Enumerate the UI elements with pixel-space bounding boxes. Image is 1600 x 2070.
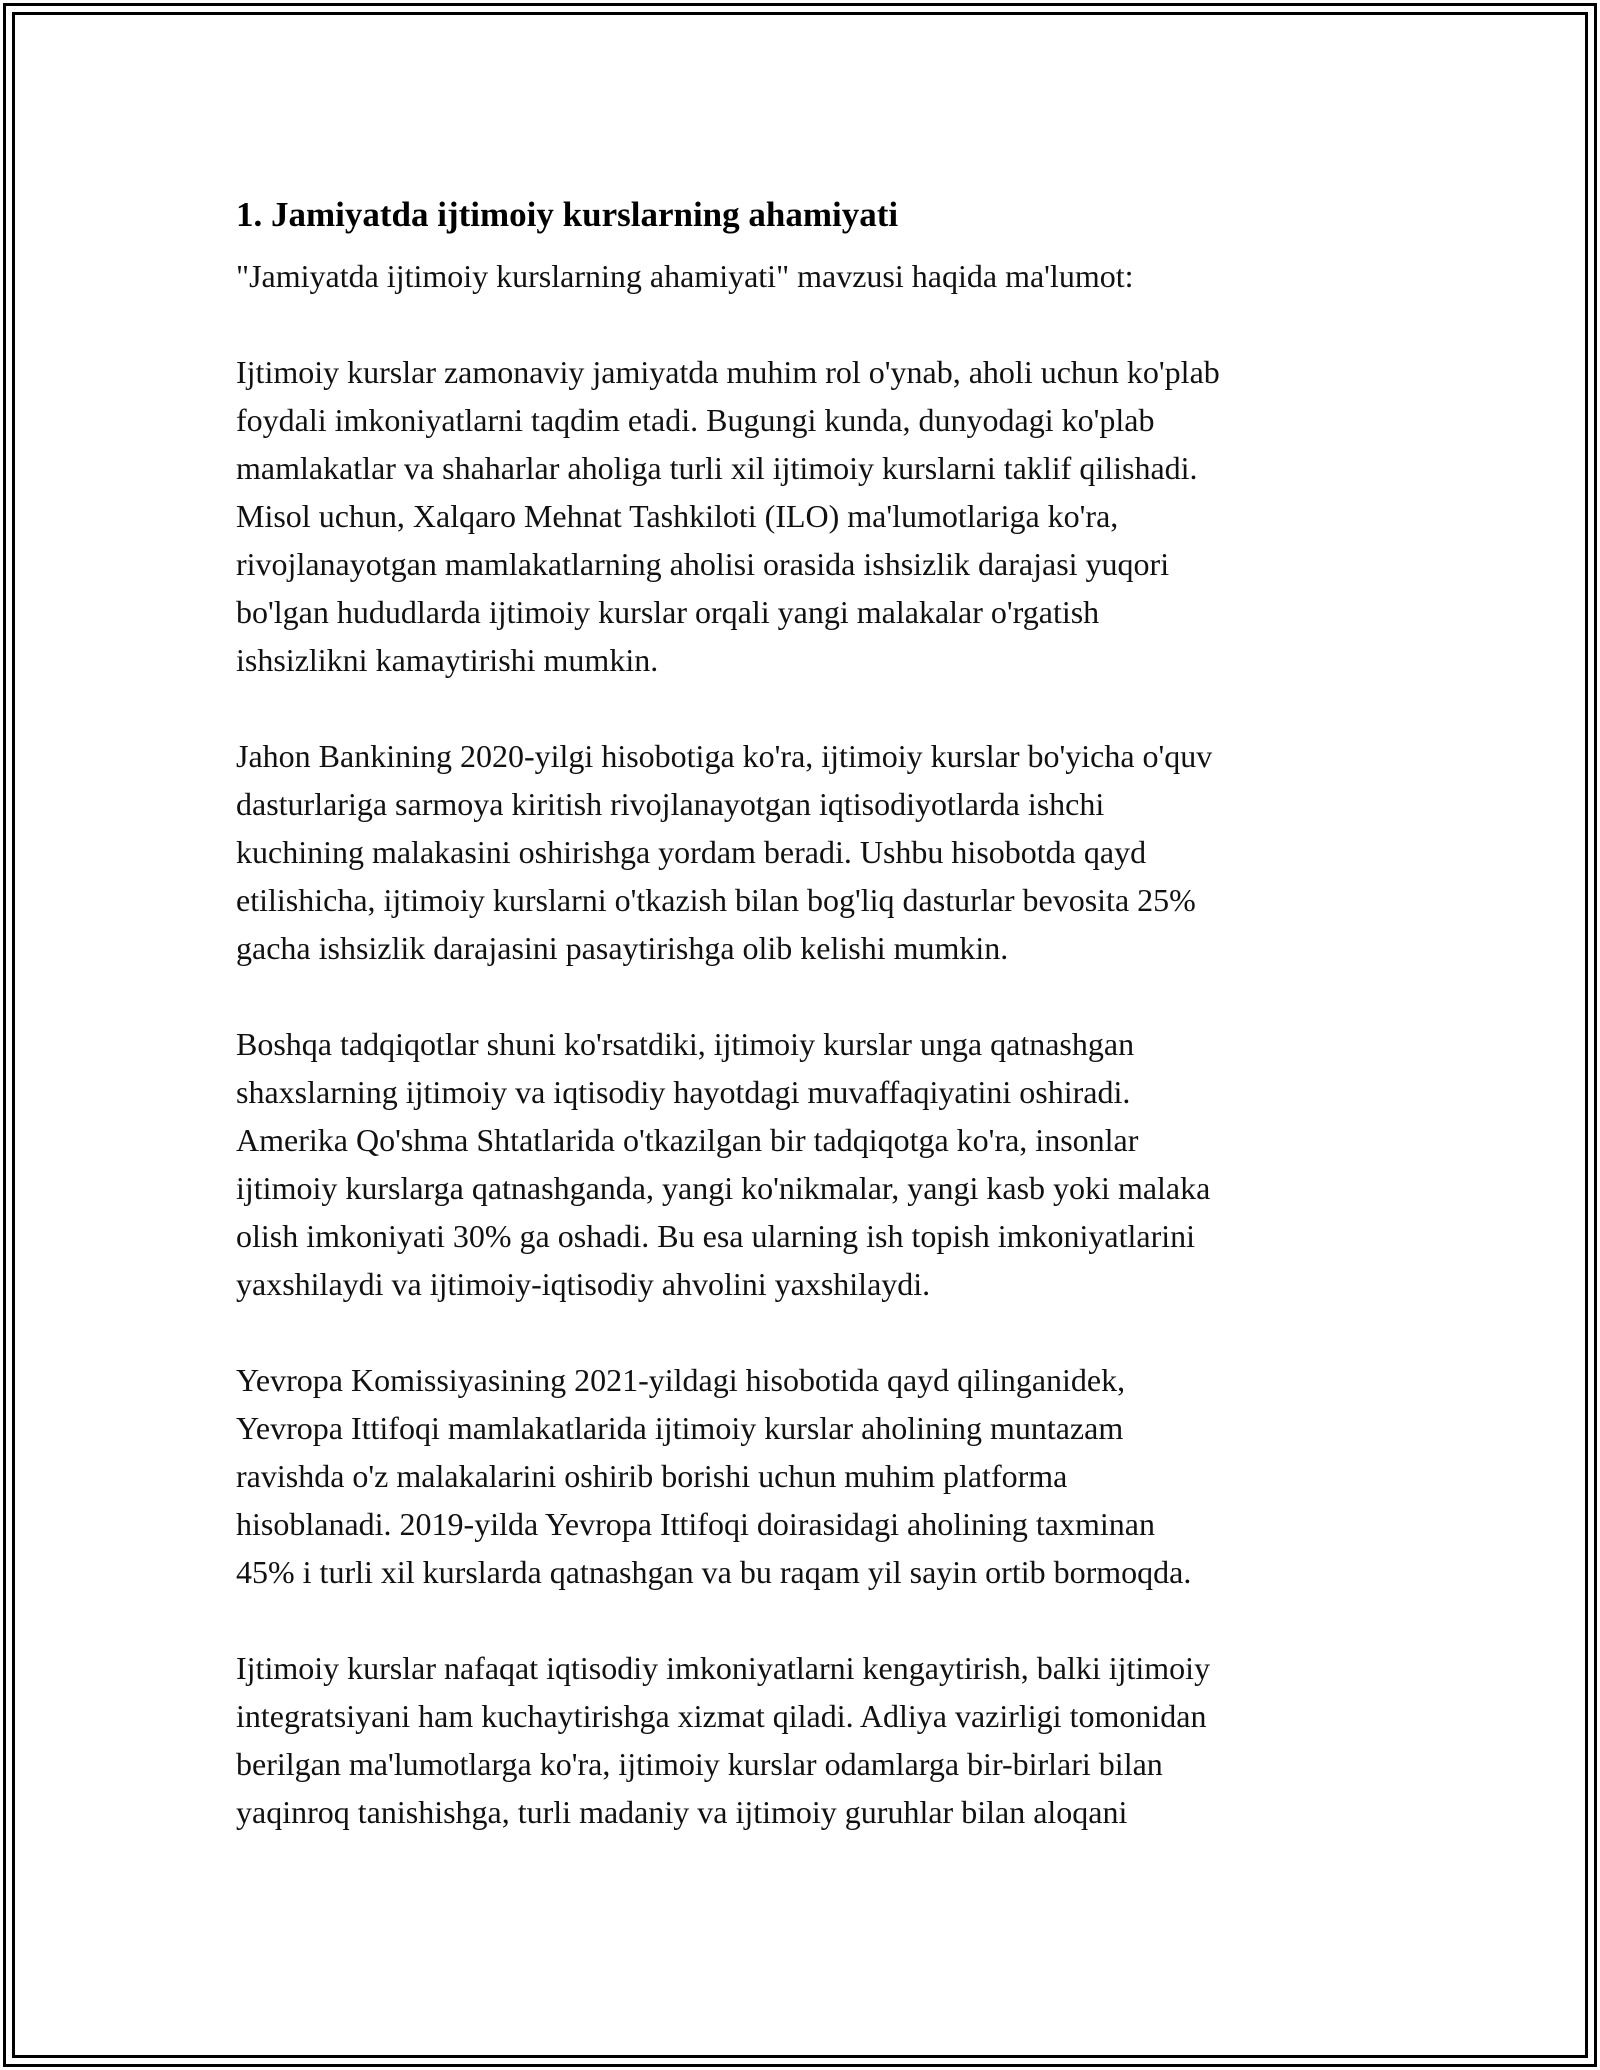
paragraph-1: Ijtimoiy kurslar zamonaviy jamiyatda muhim rol o'ynab, aholi uchun ko'plab foydali imkoniyatlarni taqdim etadi. Bugungi kunda, dunyodagi ko'plab mamlakatlar va shaharlar aholiga turli xil ijtimoiy kurslarni taklif qilishadi. Misol uchun, Xalqaro Mehnat Tashkiloti (ILO) ma'lumotlariga ko'ra, rivojlanayotgan mamlakatlarning aholisi orasida ishsizlik darajasi yuqori bo'lgan hududlarda ijtimoiy kurslar orqali yangi malakalar o'rgatish ishsizlikni kamaytirishi mumkin. <box>236 354 1220 678</box>
document-body <box>236 180 1376 1884</box>
intro-paragraph: "Jamiyatda ijtimoiy kurslarning ahamiyati" mavzusi haqida ma'lumot: <box>236 258 1134 294</box>
section-heading: 1. Jamiyatda ijtimoiy kurslarning ahamiyati <box>236 195 899 234</box>
paragraph-2: Jahon Bankining 2020-yilgi hisobotiga ko'ra, ijtimoiy kurslar bo'yicha o'quv dasturlariga sarmoya kiritish rivojlanayotgan iqtisodiyotlarda ishchi kuchining malakasini oshirishga yordam beradi. Ushbu hisobotda qayd etilishicha, ijtimoiy kurslarni o'tkazish bilan bog'liq dasturlar bevosita 25% gacha ishsizlik darajasini pasaytirishga olib kelishi mumkin. <box>236 738 1213 966</box>
paragraph-5: Ijtimoiy kurslar nafaqat iqtisodiy imkoniyatlarni kengaytirish, balki ijtimoiy integratsiyani ham kuchaytirishga xizmat qiladi. Adliya vazirligi tomonidan berilgan ma'lumotlarga ko'ra, ijtimoiy kurslar odamlarga bir-birlari bilan yaqinroq tanishishga, turli madaniy va ijtimoiy guruhlar bilan aloqani <box>236 1650 1211 1830</box>
paragraph-4: Yevropa Komissiyasining 2021-yildagi hisobotida qayd qilinganidek, Yevropa Ittifoqi mamlakatlarida ijtimoiy kurslar aholining muntazam ravishda o'z malakalarini oshirib borishi uchun muhim platforma hisoblanadi. 2019-yilda Yevropa Ittifoqi doirasidagi aholining taxminan 45% i turli xil kurslarda qatnashgan va bu raqam yil sayin ortib bormoqda. <box>236 1362 1192 1590</box>
paragraph-3: Boshqa tadqiqotlar shuni ko'rsatdiki, ijtimoiy kurslar unga qatnashgan shaxslarning ijtimoiy va iqtisodiy hayotdagi muvaffaqiyatini oshiradi. Amerika Qo'shma Shtatlarida o'tkazilgan bir tadqiqotga ko'ra, insonlar ijtimoiy kurslarga qatnashganda, yangi ko'nikmalar, yangi kasb yoki malaka olish imkoniyati 30% ga oshadi. Bu esa ularning ish topish imkoniyatlarini yaxshilaydi va ijtimoiy-iqtisodiy ahvolini yaxshilaydi. <box>236 1026 1211 1302</box>
